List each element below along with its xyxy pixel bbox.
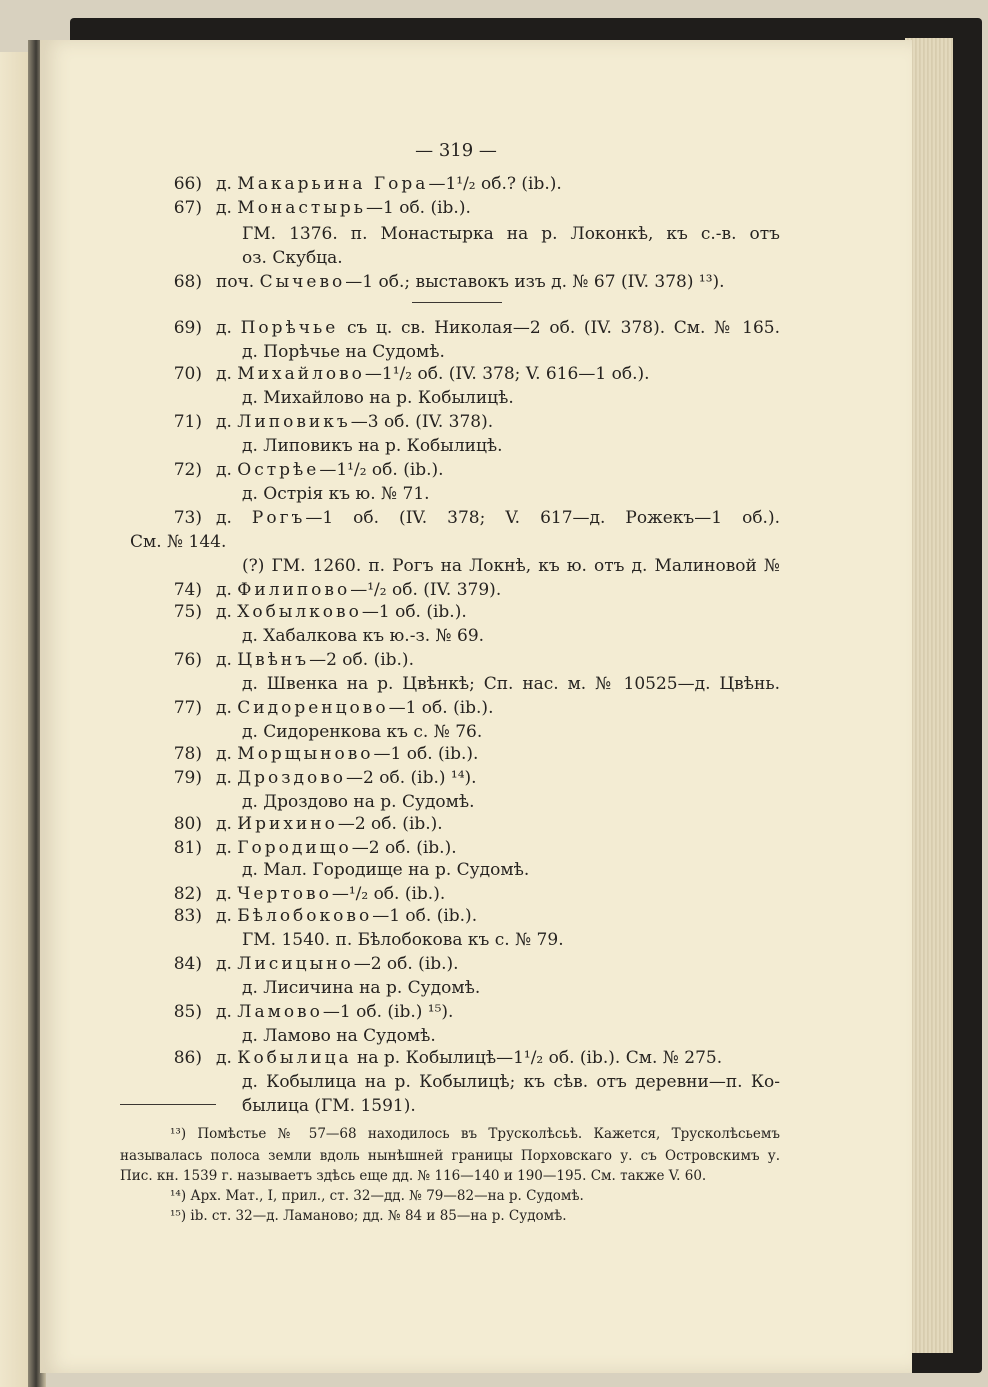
entry-line xyxy=(0,246,988,270)
village-name: Морщыново xyxy=(237,744,374,764)
village-name: Чертово xyxy=(237,884,332,904)
entry-details: —1 об. (IV. 378; V. 617—д. Рожекъ—1 об.). xyxy=(305,508,780,528)
entry-number: 75) xyxy=(173,602,202,622)
village-name: Ирихино xyxy=(237,814,338,834)
entry-prefix: д. xyxy=(216,318,241,338)
entry-text xyxy=(242,386,514,410)
entry-details: д. Липовикъ на р. Кобылицѣ. xyxy=(242,436,503,456)
entry-number: 66) xyxy=(173,174,202,194)
entry-line xyxy=(0,270,988,294)
entry-text xyxy=(216,362,650,386)
entry-line xyxy=(0,742,988,766)
entry-number: 81) xyxy=(173,838,202,858)
entry-number: 82) xyxy=(173,884,202,904)
entry-text xyxy=(242,1070,780,1094)
entry-details: былица (ГМ. 1591). xyxy=(242,1096,416,1116)
entry-details: —1 об. (ib.) ¹⁵). xyxy=(322,1002,454,1022)
entry-text xyxy=(216,1046,722,1070)
village-name: Кобылица xyxy=(237,1048,352,1068)
entry-details: —¹/₂ об. (IV. 379). xyxy=(350,580,502,600)
entry-number: 72) xyxy=(173,460,202,480)
entry-details: д. Кобылица на р. Кобылицѣ; къ сѣв. отъ деревни—п. Ко- xyxy=(242,1072,780,1092)
page-number: — 319 — xyxy=(415,140,497,161)
entry-line xyxy=(0,434,988,458)
entry-line xyxy=(0,506,988,530)
village-name: Порѣчье xyxy=(240,318,339,338)
entry-line xyxy=(0,1094,988,1118)
entry-line xyxy=(0,600,988,624)
entry-text xyxy=(242,340,445,364)
entry-line xyxy=(0,340,988,364)
entry-details: д. Дроздово на р. Судомѣ. xyxy=(242,792,475,812)
entry-number: 69) xyxy=(173,318,202,338)
entry-details: —1 об. (ib.). xyxy=(372,906,478,926)
village-name: Бѣлобоково xyxy=(237,906,373,926)
entry-line xyxy=(0,858,988,882)
entry-line xyxy=(0,196,988,220)
entry-line xyxy=(0,696,988,720)
entry-text xyxy=(242,246,343,270)
village-name: Городищо xyxy=(237,838,352,858)
entry-prefix: д. xyxy=(216,174,238,194)
entry-line xyxy=(0,790,988,814)
footnote-line: ¹⁴) Арх. Мат., I, прил., ст. 32—дд. № 79—82—на р. Судомѣ. xyxy=(170,1188,584,1204)
entry-number: 71) xyxy=(173,412,202,432)
entry-number: 80) xyxy=(173,814,202,834)
entry-details: д. Порѣчье на Судомѣ. xyxy=(242,342,445,362)
entry-line xyxy=(0,952,988,976)
entry-line xyxy=(0,1000,988,1024)
entry-text xyxy=(216,836,457,860)
entry-text xyxy=(216,196,471,220)
entry-text xyxy=(242,434,503,458)
entry-details: —1¹/₂ об.? (ib.). xyxy=(428,174,562,194)
entry-details: д. Хабалкова къ ю.-з. № 69. xyxy=(242,626,485,646)
entry-text xyxy=(242,1024,436,1048)
footnote-line: ¹³) Помѣстье № 57—68 находилось въ Трусколѣсьѣ. Кажется, Трусколѣсьемъ xyxy=(170,1126,780,1142)
entry-text xyxy=(216,270,725,294)
entry-line xyxy=(0,578,988,602)
entry-number: 74) xyxy=(173,580,202,600)
entry-prefix: д. xyxy=(216,884,238,904)
entry-prefix: д. xyxy=(216,460,238,480)
entry-line xyxy=(0,316,988,340)
entry-line xyxy=(0,386,988,410)
entry-line xyxy=(0,530,988,554)
entry-text xyxy=(242,624,484,648)
entry-text xyxy=(216,506,780,530)
village-name: Михайлово xyxy=(237,364,365,384)
village-name: Филипово xyxy=(237,580,351,600)
entry-number: 84) xyxy=(173,954,202,974)
entry-prefix: д. xyxy=(216,602,238,622)
entry-line xyxy=(0,720,988,744)
entry-details: оз. Скубца. xyxy=(242,248,343,268)
entry-details: д. Острія къ ю. № 71. xyxy=(242,484,430,504)
entry-line xyxy=(0,1024,988,1048)
entry-number: 67) xyxy=(173,198,202,218)
entry-text xyxy=(216,316,780,340)
entry-details: ГМ. 1376. п. Монастырка на р. Локонкѣ, къ с.-в. отъ xyxy=(242,224,780,244)
entry-text xyxy=(242,790,475,814)
entry-prefix: д. xyxy=(216,744,238,764)
entry-number: 76) xyxy=(173,650,202,670)
entry-prefix: поч. xyxy=(216,272,260,292)
entry-line xyxy=(0,882,988,906)
entry-line xyxy=(0,928,988,952)
entry-details: —¹/₂ об. (ib.). xyxy=(331,884,446,904)
entry-details: д. Михайлово на р. Кобылицѣ. xyxy=(242,388,514,408)
entry-text xyxy=(216,458,444,482)
entry-prefix: д. xyxy=(216,768,238,788)
entry-line xyxy=(0,766,988,790)
entry-line xyxy=(0,976,988,1000)
entry-details: ГМ. 1540. п. Бѣлобокова къ с. № 79. xyxy=(242,930,564,950)
entry-prefix: д. xyxy=(216,1048,238,1068)
village-name: Лисицыно xyxy=(237,954,354,974)
entry-line xyxy=(0,362,988,386)
entry-text xyxy=(242,720,482,744)
entry-line xyxy=(0,458,988,482)
entry-number: 70) xyxy=(173,364,202,384)
entry-details: —2 об. (ib.). xyxy=(351,838,457,858)
entry-text xyxy=(242,858,529,882)
village-name: Острѣе xyxy=(237,460,320,480)
entry-details: —1¹/₂ об. (IV. 378; V. 616—1 об.). xyxy=(364,364,650,384)
entry-text xyxy=(242,928,564,952)
entry-details: (?) ГМ. 1260. п. Рогъ на Локнѣ, къ ю. отъ д. Малиновой № xyxy=(242,556,780,576)
village-name: Рогъ xyxy=(251,508,306,528)
section-divider xyxy=(412,302,502,303)
entry-details: д. Швенка на р. Цвѣнкѣ; Сп. нас. м. № 10525—д. Цвѣнь. xyxy=(242,674,780,694)
entry-text xyxy=(216,600,467,624)
entry-line xyxy=(0,1046,988,1070)
entry-text xyxy=(242,222,780,246)
entry-number: 83) xyxy=(173,906,202,926)
entry-text xyxy=(242,482,430,506)
entry-prefix: д. xyxy=(216,650,238,670)
entry-text xyxy=(216,882,445,906)
village-name: Хобылково xyxy=(237,602,362,622)
footnote-line: Пис. кн. 1539 г. называетъ здѣсь еще дд. № 116—140 и 190—195. См. также V. 60. xyxy=(120,1168,707,1184)
entry-line xyxy=(0,222,988,246)
entry-line xyxy=(0,624,988,648)
entry-text xyxy=(130,530,226,554)
entry-line xyxy=(0,554,988,578)
entry-number: 68) xyxy=(173,272,202,292)
entry-prefix: д. xyxy=(216,412,238,432)
footnote-line: ¹⁵) ib. ст. 32—д. Ламаново; дд. № 84 и 85—на р. Судомѣ. xyxy=(170,1208,567,1224)
entry-details: съ ц. св. Николая—2 об. (IV. 378). См. № 165. xyxy=(338,318,780,338)
entry-line xyxy=(0,1070,988,1094)
entry-text xyxy=(216,766,477,790)
entry-details: —1 об. (ib.). xyxy=(388,698,494,718)
village-name: Макарьина Гора xyxy=(237,174,429,194)
entry-line xyxy=(0,172,988,196)
entry-text xyxy=(216,904,477,928)
entry-details: д. Сидоренкова къ с. № 76. xyxy=(242,722,483,742)
entry-text xyxy=(216,696,493,720)
village-name: Монастырь xyxy=(237,198,366,218)
entry-details: д. Лисичина на р. Судомѣ. xyxy=(242,978,481,998)
village-name: Дроздово xyxy=(237,768,346,788)
entry-details: —1 об. (ib.). xyxy=(361,602,467,622)
entry-prefix: д. xyxy=(216,508,252,528)
entry-text xyxy=(216,742,478,766)
entry-text xyxy=(216,648,414,672)
entry-line xyxy=(0,482,988,506)
entry-details: на р. Кобылицѣ—1¹/₂ об. (ib.). См. № 275. xyxy=(351,1048,723,1068)
entry-details: —1 об.; выставокъ изъ д. № 67 (IV. 378) ¹³). xyxy=(345,272,725,292)
entry-text xyxy=(216,172,562,196)
entry-details: —1 об. (ib.). xyxy=(373,744,479,764)
entry-prefix: д. xyxy=(216,198,238,218)
entry-text xyxy=(216,410,493,434)
entry-text xyxy=(242,554,780,578)
entry-details: —2 об. (ib.). xyxy=(309,650,414,670)
entry-prefix: д. xyxy=(216,1002,238,1022)
entry-details: д. Ламово на Судомѣ. xyxy=(242,1026,436,1046)
entry-text xyxy=(242,1094,416,1118)
village-name: Цвѣнъ xyxy=(237,650,310,670)
entry-text xyxy=(216,578,501,602)
entry-line xyxy=(0,836,988,860)
village-name: Сычево xyxy=(259,272,346,292)
entry-prefix: д. xyxy=(216,814,238,834)
entry-text xyxy=(216,952,459,976)
entry-number: 86) xyxy=(173,1048,202,1068)
entry-text xyxy=(216,812,443,836)
village-name: Ламово xyxy=(237,1002,323,1022)
entry-prefix: д. xyxy=(216,364,238,384)
entry-line xyxy=(0,672,988,696)
entry-number: 79) xyxy=(173,768,202,788)
entry-number: 73) xyxy=(173,508,202,528)
entry-line xyxy=(0,812,988,836)
entry-text xyxy=(242,976,480,1000)
entry-details: —1 об. (ib.). xyxy=(365,198,471,218)
village-name: Липовикъ xyxy=(237,412,351,432)
entry-number: 77) xyxy=(173,698,202,718)
entry-prefix: д. xyxy=(216,906,238,926)
entry-line xyxy=(0,410,988,434)
entry-details: См. № 144. xyxy=(130,532,227,552)
entry-details: —1¹/₂ об. (ib.). xyxy=(319,460,444,480)
entry-details: —3 об. (IV. 378). xyxy=(350,412,494,432)
entry-details: —2 об. (ib.) ¹⁴). xyxy=(346,768,477,788)
entry-text xyxy=(216,1000,453,1024)
entry-line xyxy=(0,904,988,928)
village-name: Сидоренцово xyxy=(237,698,389,718)
entry-text xyxy=(242,672,780,696)
entry-prefix: д. xyxy=(216,954,238,974)
entry-number: 85) xyxy=(173,1002,202,1022)
footnote-line: называлась полоса земли вдоль нынѣшней границы Порховскаго у. съ Островскимъ у. xyxy=(120,1148,780,1164)
entry-details: —2 об. (ib.). xyxy=(337,814,443,834)
entry-details: д. Мал. Городище на р. Судомѣ. xyxy=(242,860,530,880)
entry-prefix: д. xyxy=(216,838,238,858)
entry-prefix: д. xyxy=(216,698,238,718)
entry-prefix: д. xyxy=(216,580,238,600)
entry-number: 78) xyxy=(173,744,202,764)
entry-details: —2 об. (ib.). xyxy=(353,954,459,974)
footnote-divider xyxy=(120,1104,216,1105)
entry-line xyxy=(0,648,988,672)
